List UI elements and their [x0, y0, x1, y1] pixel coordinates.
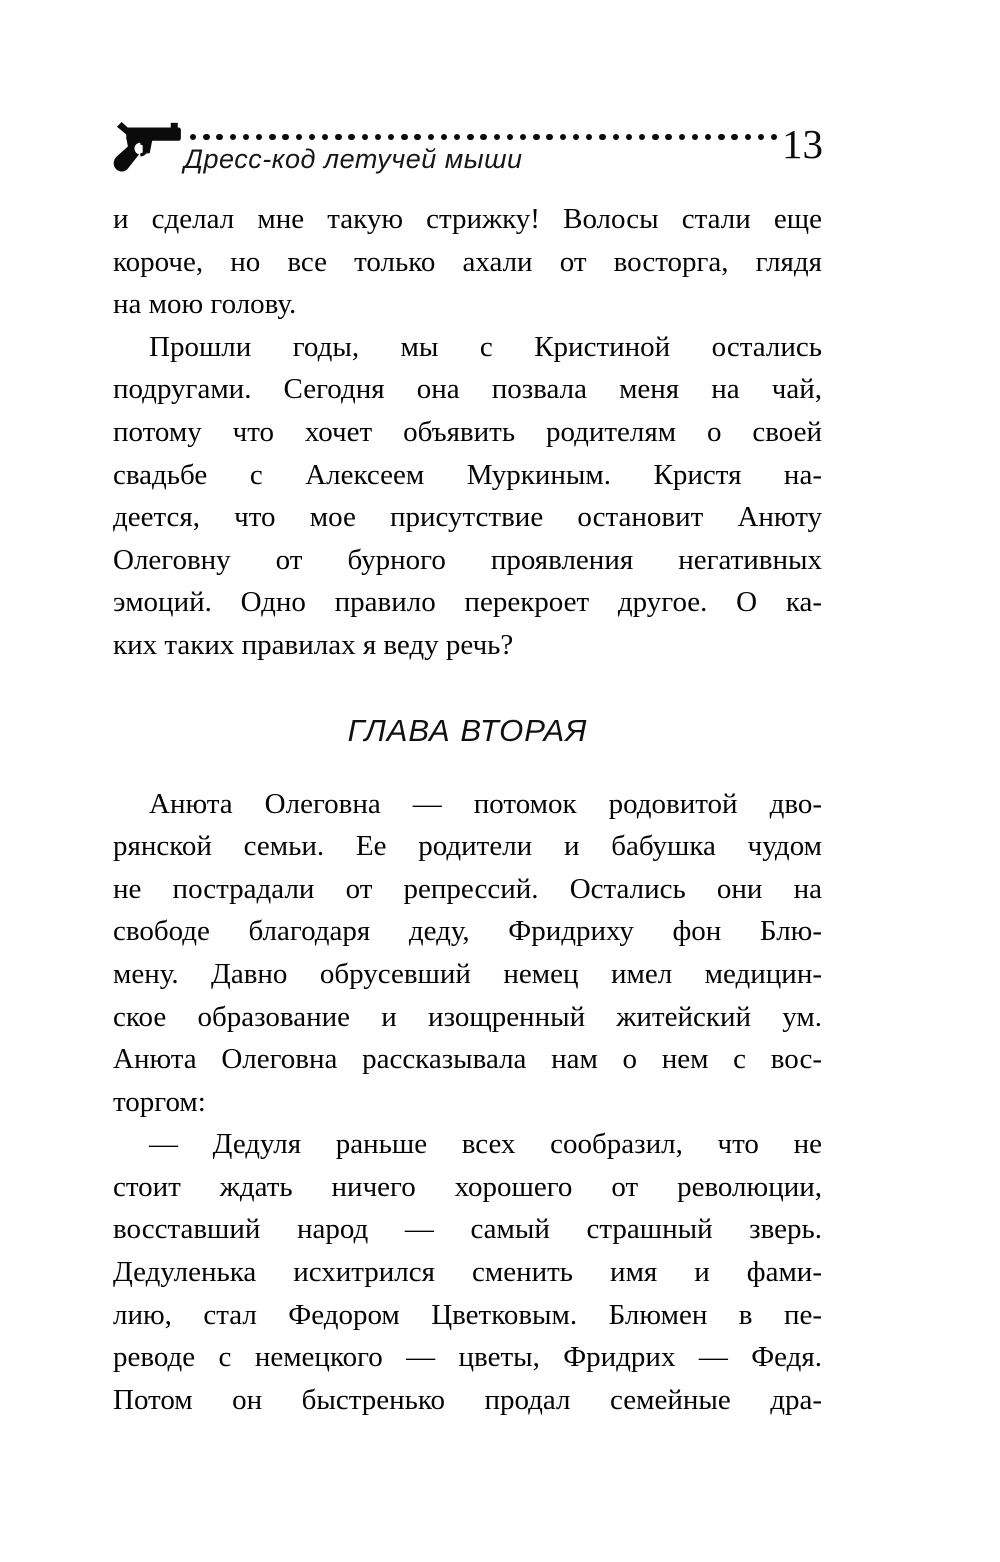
rule-dot: [243, 134, 249, 140]
rule-dot: [388, 134, 394, 140]
rule-dot: [639, 134, 645, 140]
text-line: реводе с немецкого — цветы, Фридрих — Федя.: [113, 1341, 822, 1374]
text-line: Прошли годы, мы с Кристиной остались: [149, 330, 822, 363]
rule-dot: [256, 134, 262, 140]
rule-dot: [375, 134, 381, 140]
rule-dot: [335, 134, 341, 140]
rule-dot: [203, 134, 209, 140]
rule-dot: [401, 134, 407, 140]
text-line: короче, но все только ахали от восторга, глядя: [113, 245, 822, 278]
rule-dot: [362, 134, 368, 140]
text-line: на мою голову.: [113, 288, 297, 321]
rule-dot: [507, 134, 513, 140]
paragraph: [113, 1123, 822, 1421]
rule-dot: [586, 134, 592, 140]
text-line: свободе благодаря деду, Фридриху фон Блю-: [113, 915, 822, 948]
rule-dot: [705, 134, 711, 140]
running-title: Дресс-код летучей мыши: [184, 144, 523, 174]
rule-dot: [454, 134, 460, 140]
rule-dot: [771, 134, 777, 140]
text-line: ких таких правилах я веду речь?: [113, 628, 514, 661]
dotted-rule: [190, 133, 778, 141]
rule-dot: [269, 134, 275, 140]
rule-dot: [758, 134, 764, 140]
rule-dot: [745, 134, 751, 140]
page-number: 13: [782, 121, 823, 167]
text-line: восставший народ — самый страшный зверь.: [113, 1213, 822, 1246]
text-line: Олеговну от бурного проявления негативных: [113, 543, 822, 576]
text-line: деется, что мое присутствие остановит Анюту: [113, 501, 822, 534]
rule-dot: [573, 134, 579, 140]
rule-dot: [731, 134, 737, 140]
rule-dot: [599, 134, 605, 140]
rule-dot: [190, 134, 196, 140]
rule-dot: [626, 134, 632, 140]
paragraph: [113, 326, 822, 667]
rule-dot: [309, 134, 315, 140]
text-line: мену. Давно обрусевший немец имел медицин-: [113, 957, 822, 990]
text-line: эмоций. Одно правило перекроет другое. О ка-: [113, 586, 822, 619]
text-line: Анюта Олеговна — потомок родовитой дво-: [149, 787, 822, 820]
text-line: Дедуленька исхитрился сменить имя и фами-: [113, 1256, 822, 1289]
rule-dot: [216, 134, 222, 140]
rule-dot: [613, 134, 619, 140]
rule-dot: [560, 134, 566, 140]
text-line: торгом:: [113, 1085, 206, 1118]
text-line: лию, стал Федором Цветковым. Блюмен в пе-: [113, 1298, 822, 1331]
rule-dot: [718, 134, 724, 140]
text-line: ское образование и изощренный житейский ум.: [113, 1000, 822, 1033]
text-line: — Дедуля раньше всех сообразил, что не: [149, 1128, 822, 1161]
page-text: [113, 198, 822, 1421]
rule-dot: [428, 134, 434, 140]
text-line: стоит ждать ничего хорошего от революции,: [113, 1170, 822, 1203]
rule-dot: [348, 134, 354, 140]
rule-dot: [414, 134, 420, 140]
rule-dot: [546, 134, 552, 140]
text-line: Анюта Олеговна рассказывала нам о нем с вос-: [113, 1043, 822, 1076]
rule-dot: [296, 134, 302, 140]
text-line: Потом он быстренько продал семейные дра-: [113, 1383, 822, 1416]
rule-dot: [692, 134, 698, 140]
rule-dot: [282, 134, 288, 140]
rule-dot: [652, 134, 658, 140]
text-line: и сделал мне такую стрижку! Волосы стали еще: [113, 203, 822, 235]
chapter-heading: ГЛАВА ВТОРАЯ: [347, 712, 588, 748]
rule-dot: [322, 134, 328, 140]
text-line: свадьбе с Алексеем Муркиным. Кристя на-: [113, 458, 822, 491]
rule-dot: [480, 134, 486, 140]
rule-dot: [467, 134, 473, 140]
paragraph: [113, 198, 822, 326]
rule-dot: [679, 134, 685, 140]
paragraph: [113, 783, 822, 1124]
text-line: рянской семьи. Ее родители и бабушка чудом: [113, 830, 822, 863]
pistol-icon: [106, 118, 184, 176]
rule-dot: [665, 134, 671, 140]
rule-dot: [494, 134, 500, 140]
rule-dot: [533, 134, 539, 140]
rule-dot: [520, 134, 526, 140]
text-line: не пострадали от репрессий. Остались они на: [113, 872, 822, 905]
rule-dot: [441, 134, 447, 140]
rule-dot: [230, 134, 236, 140]
text-line: потому что хочет объявить родителям о своей: [113, 415, 822, 448]
text-line: подругами. Сегодня она позвала меня на чай,: [113, 373, 822, 406]
